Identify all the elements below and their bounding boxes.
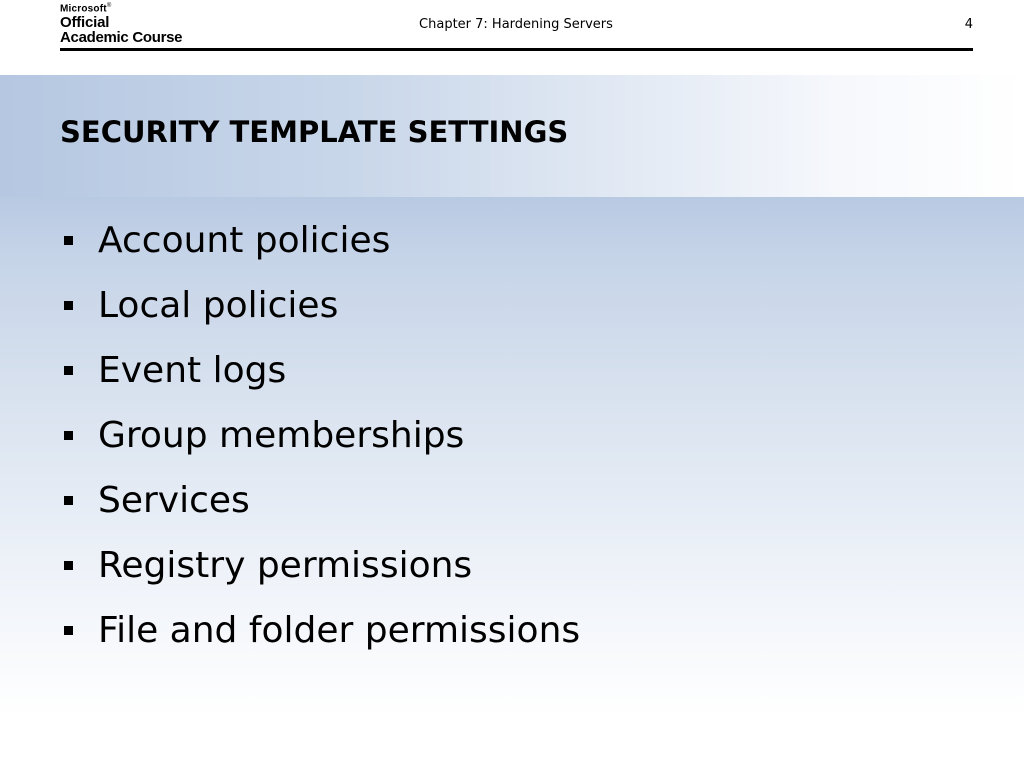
square-bullet-icon bbox=[64, 431, 73, 440]
microsoft-official-academic-course-logo bbox=[60, 3, 200, 45]
bullet-text: File and folder permissions bbox=[98, 610, 581, 651]
bullet-text: Services bbox=[98, 480, 250, 521]
square-bullet-icon bbox=[64, 366, 73, 375]
square-bullet-icon bbox=[64, 561, 73, 570]
logo-microsoft-text: Microsoft bbox=[60, 3, 107, 15]
bullet-item bbox=[60, 538, 580, 603]
page-number: 4 bbox=[964, 17, 973, 32]
bullet-list bbox=[60, 213, 580, 668]
chapter-title: Chapter 7: Hardening Servers bbox=[419, 17, 613, 32]
logo-line-microsoft bbox=[60, 3, 200, 14]
bullet-item bbox=[60, 473, 580, 538]
bullet-item bbox=[60, 213, 580, 278]
bullet-item bbox=[60, 343, 580, 408]
bullet-item bbox=[60, 408, 580, 473]
bullet-text: Account policies bbox=[98, 220, 391, 261]
header-divider bbox=[60, 48, 973, 51]
square-bullet-icon bbox=[64, 236, 73, 245]
bullet-text: Local policies bbox=[98, 285, 339, 326]
bullet-item bbox=[60, 278, 580, 343]
bullet-text: Registry permissions bbox=[98, 545, 473, 586]
bullet-text: Group memberships bbox=[98, 415, 465, 456]
bullet-item bbox=[60, 603, 580, 668]
square-bullet-icon bbox=[64, 496, 73, 505]
logo-line-official: Official bbox=[60, 14, 110, 32]
bullet-text: Event logs bbox=[98, 350, 287, 391]
logo-line-academic-course: Academic Course bbox=[60, 29, 183, 47]
slide-title: SECURITY TEMPLATE SETTINGS bbox=[60, 115, 569, 149]
square-bullet-icon bbox=[64, 626, 73, 635]
square-bullet-icon bbox=[64, 301, 73, 310]
logo-registered-mark: ® bbox=[106, 3, 112, 9]
